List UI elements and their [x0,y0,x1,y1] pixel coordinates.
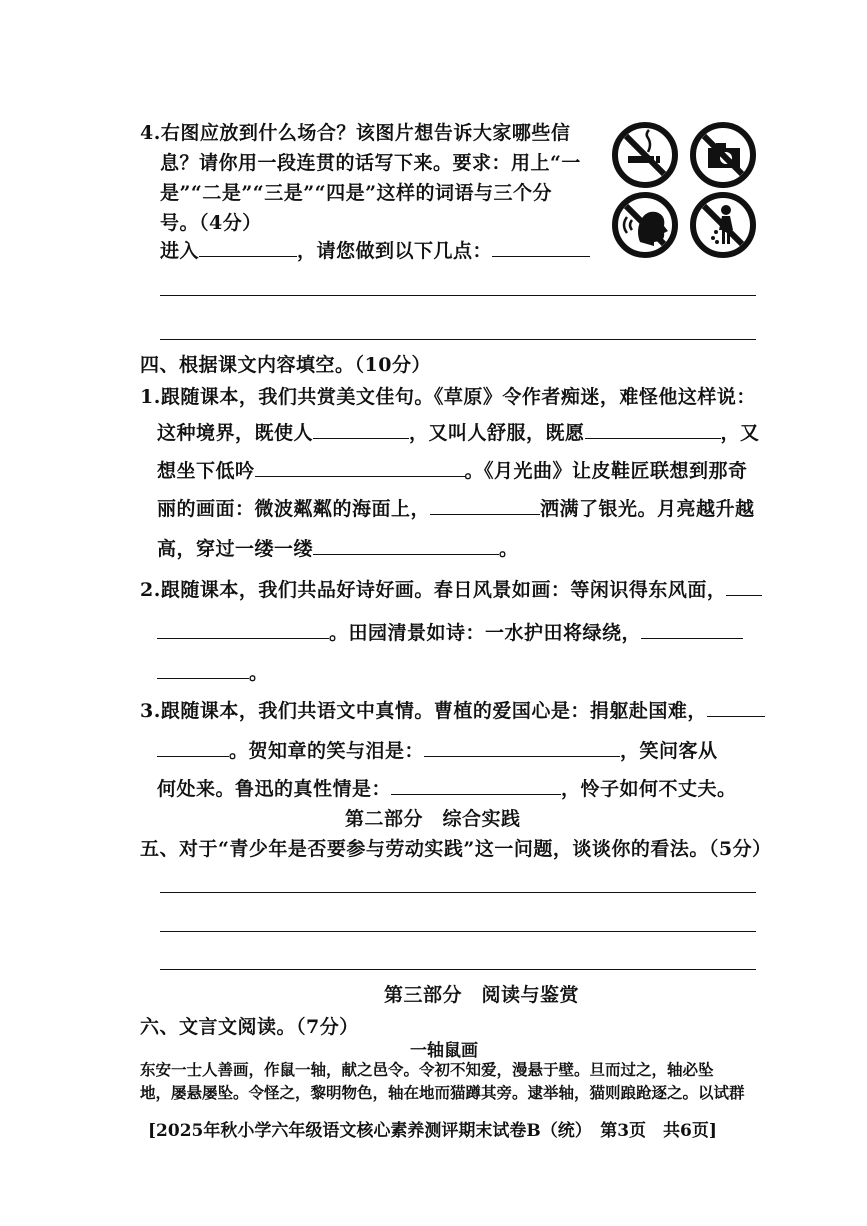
s4-q3-text-2b: ，笑问客从 [620,740,718,762]
s4-q3-line-1 [140,696,765,723]
s4-q2-text-3: 。 [249,662,269,684]
s4-q3-text-3b: ，怜子如何不丈夫。 [561,778,737,800]
s4-q3-text-3a: 何处来。鲁迅的真性情是： [157,778,392,800]
s4-q1-text-4a: 丽的画面：微波粼粼的海面上， [157,498,431,520]
q4-line-3: 是”“二是”“三是”“四是”这样的词语与三个分 [160,182,553,204]
s4-q1-blank-4[interactable] [430,496,540,515]
no-littering-sign-icon [690,192,756,258]
s6-heading: 六、文言文阅读。（7分） [140,1016,359,1038]
q4-blank-place[interactable] [199,238,297,257]
q4-line-4: 号。（4分） [160,212,262,234]
s5-answer-line-1[interactable] [160,892,756,893]
s4-q3-blank-1b[interactable] [157,738,229,757]
s4-q3-line-3 [157,774,737,801]
s4-q2-line-2 [157,618,743,645]
s4-q3-blank-2[interactable] [424,738,620,757]
s4-q1-text-2c: ，又 [720,422,760,444]
s4-q1-line-3 [157,456,748,483]
s4-q3-blank-3[interactable] [391,776,561,795]
s4-q1-blank-5[interactable] [313,536,499,555]
part-2-title: 第二部分 综合实践 [345,808,521,830]
s4-q2-line-3 [157,658,269,685]
s4-q1-text-5a: 高，穿过一缕一缕 [157,538,314,560]
q4-blank-points[interactable] [492,238,590,257]
q4-enter-mid: ，请您做到以下几点： [297,240,493,262]
q4-enter-prefix: 进入 [160,240,200,262]
q4-line-1: 4.右图应放到什么场合？该图片想告诉大家哪些信 [140,122,571,144]
s5-answer-line-2[interactable] [160,931,756,932]
q4-enter-line [160,236,590,263]
s4-q1-blank-3[interactable] [255,458,465,477]
q4-line-2: 息？请你用一段连贯的话写下来。要求：用上“一 [160,152,581,174]
s4-q2-blank-2a[interactable] [641,620,743,639]
s5-answer-line-3[interactable] [160,969,756,970]
s6-passage-line-1: 东安一士人善画，作鼠一轴，献之邑令。令初不知爱，漫悬于壁。旦而过之，轴必坠 [140,1060,714,1079]
s4-q1-text-2b: ，又叫人舒服，既愿 [409,422,585,444]
no-loud-noise-sign-icon [612,192,678,258]
s4-q3-blank-1a[interactable] [707,698,765,717]
no-photography-sign-icon [690,122,756,188]
s4-q1-blank-1[interactable] [313,420,409,439]
s4-q1-text-4b: 洒满了银光。月亮越升越 [540,498,755,520]
s4-q1-blank-2[interactable] [585,420,721,439]
q4-answer-line-1[interactable] [160,295,756,296]
s4-heading: 四、根据课文内容填空。（10分） [140,354,431,376]
s4-q3-text-1: 3.跟随课本，我们共语文中真情。曹植的爱国心是：捐躯赴国难， [140,700,707,722]
s4-q2-blank-1b[interactable] [157,620,329,639]
s4-q3-text-2a: 。贺知章的笑与泪是： [229,740,425,762]
s4-q1-line-5 [157,534,519,561]
s4-q1-line-2 [157,418,760,445]
s4-q1-text-3a: 想坐下低吟 [157,460,255,482]
s4-q1-line-1: 1.跟随课本，我们共赏美文佳句。《草原》令作者痴迷，难怪他这样说： [140,386,756,408]
s4-q2-text-1: 2.跟随课本，我们共品好诗好画。春日风景如画：等闲识得东风面， [140,579,727,601]
part-3-title: 第三部分 阅读与鉴赏 [384,984,580,1006]
s4-q1-text-2a: 这种境界，既使人 [157,422,314,444]
s4-q2-text-2: 。田园清景如诗：一水护田将绿绕， [329,622,642,644]
s4-q3-line-2 [157,736,718,763]
s6-passage-title: 一轴鼠画 [410,1041,478,1061]
s4-q1-text-5b: 。 [499,538,519,560]
s4-q2-blank-2b[interactable] [157,660,249,679]
page-footer: [2025年秋小学六年级语文核心素养测评期末试卷B（统） 第3页 共6页] [148,1121,717,1141]
s4-q2-blank-1a[interactable] [726,577,762,596]
s5-heading: 五、对于“青少年是否要参与劳动实践”这一问题，谈谈你的看法。（5分） [140,838,772,860]
q4-answer-line-2[interactable] [160,339,756,340]
s6-passage-line-2: 地，屡悬屡坠。令怪之，黎明物色，轴在地而猫蹲其旁。逮举轴，猫则踉跄逐之。以试群 [140,1083,745,1102]
s4-q2-line-1 [140,575,762,602]
s4-q1-line-4 [157,494,755,521]
no-smoking-sign-icon [612,122,678,188]
s4-q1-text-3b: 。《月光曲》让皮鞋匠联想到那奇 [464,460,748,482]
